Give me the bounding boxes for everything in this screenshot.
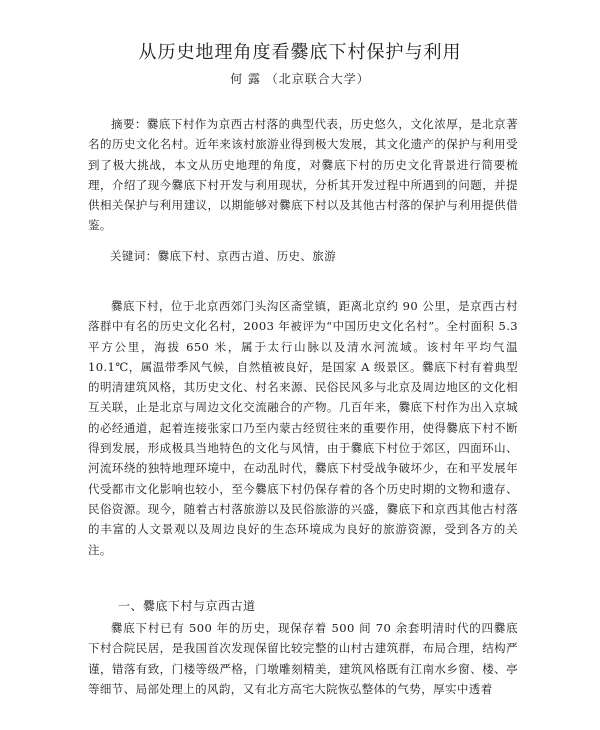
abstract-text: 爨底下村作为京西古村落的典型代表，历史悠久，文化浓厚，是北京著名的历史文化名村。近年来该村旅游业得到极大发展，其文化遗产的保护与利用受到了极大挑战，本文从历史地理的角度，对爨底下村的历史文化背景进行简要梳理，介绍了现今爨底下村开发与利用现状，分析其开发过程中所遇到的问题，并提供相关保护与利用建议，以期能够对爨底下村以及其他古村落的保护与利用提供借鉴。 [88, 117, 518, 233]
abstract-label: 摘要： [111, 117, 147, 131]
keywords-text: 爨底下村、京西古道、历史、旅游 [157, 249, 337, 263]
paper-title: 从历史地理角度看爨底下村保护与利用 [138, 42, 462, 63]
abstract [88, 114, 518, 236]
keywords-label: 关键词： [110, 249, 158, 263]
keywords [110, 246, 518, 266]
author-line: 何 露 （北京联合大学） [230, 72, 370, 86]
intro-paragraph: 爨底下村，位于北京西郊门头沟区斋堂镇，距离北京约 90 公里，是京西古村落群中有名的历史文化名村，2003 年被评为“中国历史文化名村”。全村面积 5.3 平方公里，海拔 650 米，属于太行山脉以及清水河流域。该村年平均气温 10.1℃，属温带季风气候，自然植被良好，是国家 A 级景区。爨底下村有着典型的明清建筑风格，其历史文化、村名来源、民俗民风多与北京及周边地区的文化相互关联，止是北京与周边文化交流融合的产物。几百年来，爨底下村作为出入京城的必经通道，起着连接张家口乃至内蒙古经贸往来的重要作用，使得爨底下村不断得到发展，形成极具当地特色的文化与风情，由于爨底下村位于郊区，四面环山、河流环绕的独特地理环境中，在动乱时代，爨底下村受战争破坏少，在和平发展年代受都市文化影响也较小，至今爨底下村仍保存着的各个历史时期的文物和遗存、民俗资源。现今，随着古村落旅游以及民俗旅游的兴盛，爨底下和京西其他古村落的丰富的人文景观以及周边良好的生态环境成为良好的旅游资源，受到各方的关注。 [88, 299, 518, 557]
section-heading: 一、爨底下村与京西古道 [118, 599, 256, 613]
section-paragraph: 爨底下村已有 500 年的历史，现保存着 500 间 70 余套明清时代的四爨底下村合院民居，是我国首次发现保留比较完整的山村古建筑群，布局合理，结构严谨，错落有致，门楼等级严格，门墩雕刻精美，建筑风格既有江南水乡窗、楼、亭等细节、局部处理上的风韵，又有北方高宅大院恢弘整体的气势，厚实中透着 [88, 621, 518, 696]
